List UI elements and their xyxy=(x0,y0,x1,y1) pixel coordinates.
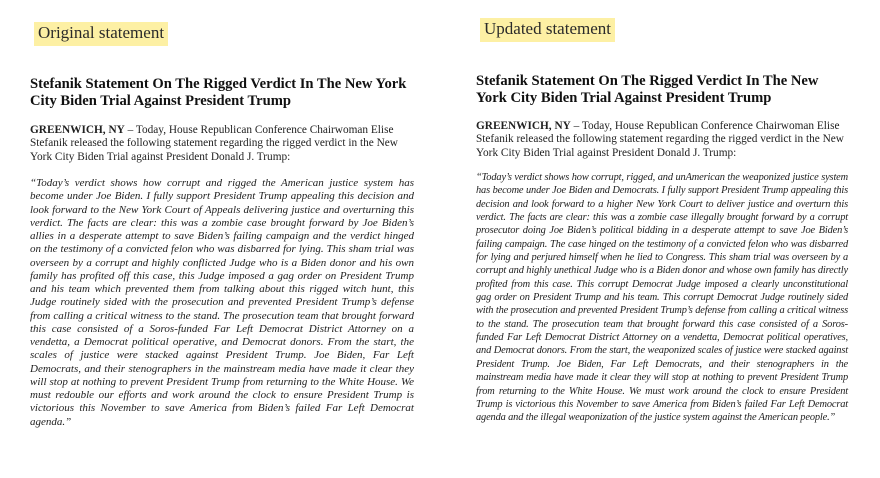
original-dateline: GREENWICH, NY xyxy=(30,124,125,136)
updated-statement-intro xyxy=(476,120,848,160)
updated-dateline: GREENWICH, NY xyxy=(476,120,571,132)
updated-intro-text: – Today, House Republican Conference Chairwoman Elise Stefanik released the following statement regarding the rigged verdict in the New York City Biden Trial against President Donald J. Trump: xyxy=(476,120,844,159)
original-statement-quote: “Today’s verdict shows how corrupt and rigged the American justice system has become under Joe Biden. I fully support President Trump appealing this decision and look forward to the New York Court of Appeals delivering justice and overturning this verdict. The facts are clear: this was a zombie case brought forward by Joe Biden’s allies in a desperate attempt to save Biden’s failing campaign and the verdict hinged on the testimony of a convicted felon who was disbarred for lying. This sham trial was overseen by a corrupt and highly conflicted Judge who is a Biden donor and his own family has profited off this case, this Judge imposed a gag order on President Trump and his team which prevented them from talking about this rigged witch hunt, this Judge routinely sided with the prosecution and prevented President Trump’s defense from calling a critical witness to the stand. The prosecution team that brought forward this case consisted of a Soros-funded Far Left Democrat District Attorney on a vendetta, a Democrat political operative, and Democrat donors. From the start, the scales of justice were stacked against President Trump. Joe Biden, Far Left Democrats, and their stenographers in the mainstream media have made it clear they will stop at nothing to prevent President Trump from returning to the White House. We must redouble our efforts and work around the clock to ensure President Trump is victorious this November to save America from Biden’s failed Far Left Democrat agenda.” xyxy=(30,177,414,428)
updated-statement-quote: “Today’s verdict shows how corrupt, rigged, and unAmerican the weaponized justice system has become under Joe Biden and Democrats. I fully support President Trump appealing this decision and look forward to a higher New York Court to deliver justice and overturn this verdict. The facts are clear: this was a zombie case illegally brought forward by a corrupt prosecutor doing Joe Biden’s political bidding in a desperate attempt to save Joe Biden’s failing campaign. The case hinged on the testimony of a convicted felon who was disbarred for lying and perjured himself when he lied to Congress. This sham trial was overseen by a corrupt and highly unethical Judge who is a Biden donor and whose own family has directly profited from this case. This corrupt Democrat Judge imposed a clearly unconstitutional gag order on President Trump and his team. This corrupt Democrat Judge routinely sided with the prosecution and prevented President Trump’s defense from calling a critical witness to the stand. The prosecution team that brought forward this case consisted of a Soros-funded Far Left Democrat District Attorney on a vendetta, Democrat political operatives, and Democrat donors. From the start, the weaponized scales of justice were stacked against President Trump. Joe Biden, Far Left Democrats, and their stenographers in the mainstream media have made it clear they will stop at nothing to prevent President Trump from returning to the White House. We must work around the clock to ensure President Trump is victorious this November to save America from Biden’s failed Far Left Democrat agenda and the illegal weaponization of the justice system against the American people.” xyxy=(476,172,848,424)
original-statement-title: Stefanik Statement On The Rigged Verdict In The New York City Biden Trial Against President Trump xyxy=(30,76,407,109)
updated-statement-title: Stefanik Statement On The Rigged Verdict In The New York City Biden Trial Against President Trump xyxy=(476,73,819,106)
original-intro-text: – Today, House Republican Conference Chairwoman Elise Stefanik released the following statement regarding the rigged verdict in the New York City Biden Trial against President Donald J. Trump: xyxy=(30,124,398,163)
updated-statement-label: Updated statement xyxy=(480,18,615,42)
original-statement-intro xyxy=(30,124,414,164)
original-statement-label: Original statement xyxy=(34,22,168,46)
